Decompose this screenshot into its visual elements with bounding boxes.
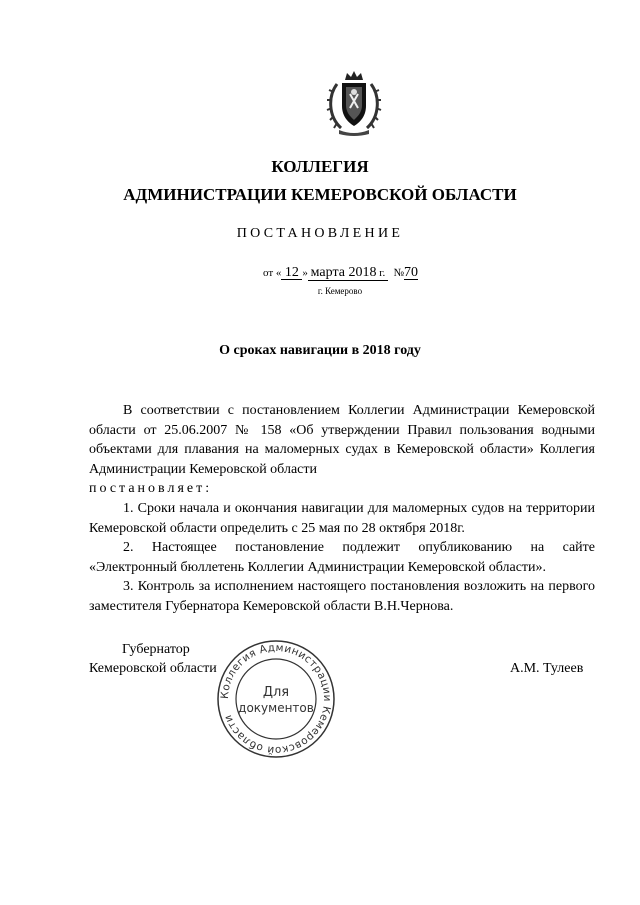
stamp-line2: документов xyxy=(238,701,314,715)
resolves-word: постановляет: xyxy=(89,481,213,497)
signatory-region: Кемеровской области xyxy=(89,661,217,676)
date-prefix: от « xyxy=(263,267,282,279)
decree-body xyxy=(89,401,595,617)
agency-title-line2: АДМИНИСТРАЦИИ КЕМЕРОВСКОЙ ОБЛАСТИ xyxy=(123,185,517,204)
intro-paragraph: В соответствии с постановлением Коллегии Администрации Кемеровской области от 25.06.2007 № 158 «Об утверждении Правил пользования водными объектами для плавания на маломерных судах в Кемеровской области» Коллегия Администрации Кемеровской области xyxy=(89,403,595,477)
date-number-line xyxy=(263,266,418,281)
stamp-line1: Для xyxy=(262,685,290,700)
decree-item-3: 3. Контроль за исполнением настоящего постановления возложить на первого заместителя Губернатора Кемеровской области В.Н.Чернова. xyxy=(89,579,595,614)
decree-item-2: 2. Настоящее постановление подлежит опубликованию на сайте «Электронный бюллетень Коллегии Администрации Кемеровской области». xyxy=(89,540,595,575)
decree-number: 70 xyxy=(404,265,418,280)
document-type: ПОСТАНОВЛЕНИЕ xyxy=(236,226,404,241)
coat-of-arms-icon xyxy=(325,70,383,138)
signatory-name: А.М. Тулеев xyxy=(510,661,584,676)
date-month-year: марта 2018 г. xyxy=(308,266,388,281)
date-quote-close: » xyxy=(302,267,308,279)
decree-item-1: 1. Сроки начала и окончания навигации для маломерных судов на территории Кемеровской области определить с 25 мая по 28 октября 2018г. xyxy=(89,500,595,536)
decree-subject: О сроках навигации в 2018 году xyxy=(219,343,421,358)
number-sign: № xyxy=(393,267,404,279)
city-name: г. Кемерово xyxy=(317,286,363,296)
official-stamp xyxy=(215,638,337,760)
svg-text:Коллегия Администрации Кемеров: Коллегия Администрации Кемеровской области xyxy=(218,641,334,757)
signatory-title: Губернатор xyxy=(122,642,190,657)
agency-title-line1: КОЛЛЕГИЯ xyxy=(271,157,369,176)
date-day: 12 xyxy=(281,266,302,280)
